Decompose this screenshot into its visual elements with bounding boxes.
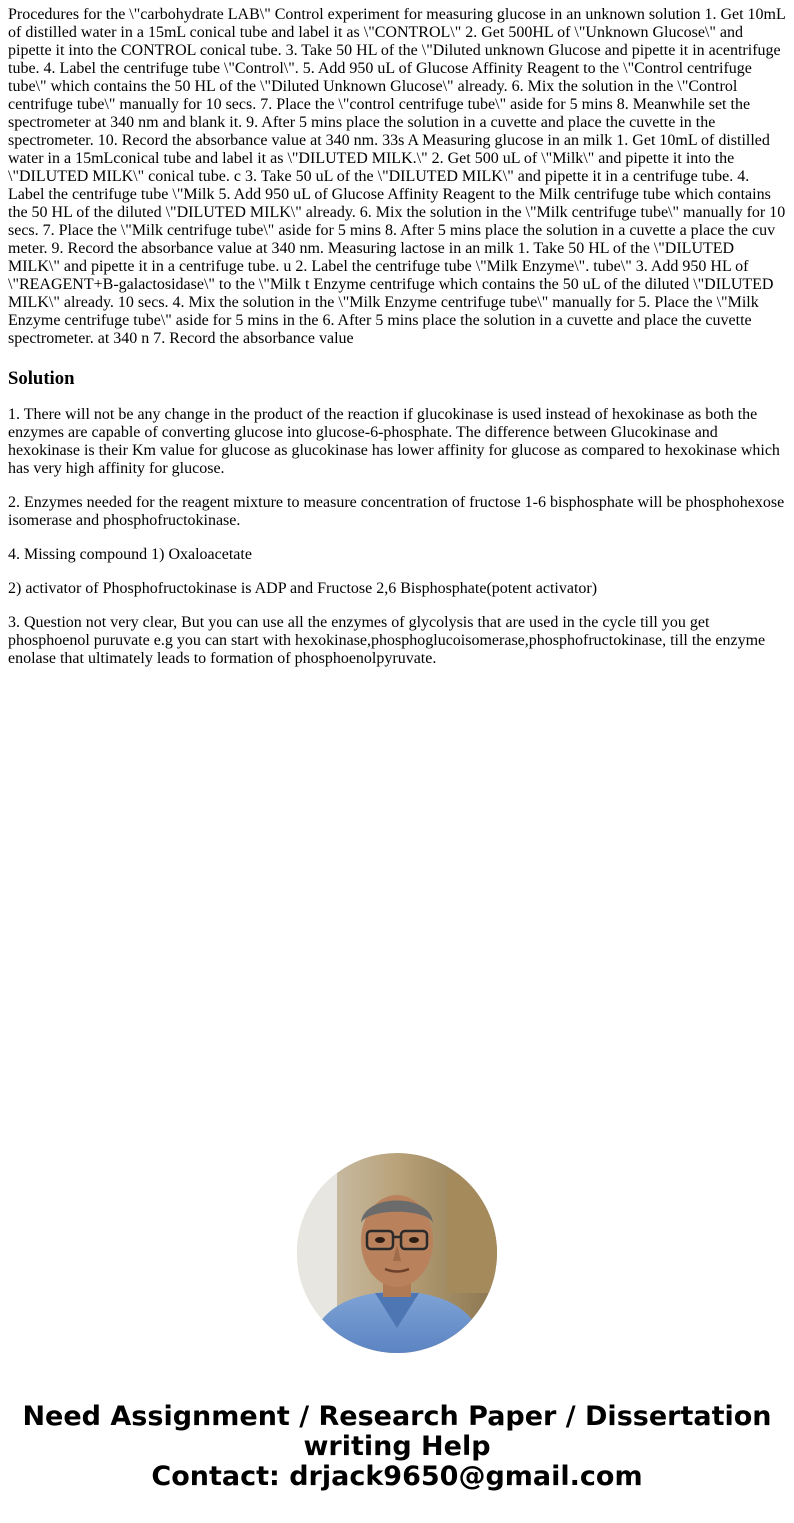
avatar-portrait-icon <box>297 1153 497 1353</box>
footer-line-1: Need Assignment / Research Paper / Dissertation <box>22 1401 772 1432</box>
footer-line-2: writing Help <box>303 1431 491 1462</box>
answer-paragraph-5: 3. Question not very clear, But you can use all the enzymes of glycolysis that are used in the cycle till you get phosphoenol puruvate e.g you can start with hexokinase,phosphoglucoisomerase,phosphofructokinase, till the enzyme enolase that ultimately leads to formation of phosphoenolpyruvate. <box>8 614 766 667</box>
footer-contact-email: Contact: drjack9650@gmail.com <box>151 1461 643 1492</box>
answer-paragraph-4: 2) activator of Phosphofructokinase is ADP and Fructose 2,6 Bisphosphate(potent activator) <box>8 580 598 597</box>
question-text: Procedures for the \"carbohydrate LAB\" Control experiment for measuring glucose in an unknown solution 1. Get 10mL of distilled water in a 15mL conical tube and label it as \"CONTROL\" 2. Get 500HL of \"Unknown Glucose\" and pipette it into the CONTROL conical tube. 3. Take 50 HL of the \"Diluted unknown Glucose and pipette it in acentrifuge tube. 4. Label the centrifuge tube \"Control\". 5. Add 950 uL of Glucose Affinity Reagent to the \"Control centrifuge tube\" which contains the 50 HL of the \"Diluted Unknown Glucose\" already. 6. Mix the solution in the \"Control centrifuge tube\" manually for 10 secs. 7. Place the \"control centrifuge tube\" aside for 5 mins 8. Meanwhile set the spectrometer at 340 nm and blank it. 9. After 5 mins place the solution in a cuvette and place the cuvette in the spectrometer. 10. Record the absorbance value at 340 nm. 33s A Measuring glucose in an milk 1. Get 10mL of distilled water in a 15mLconical tube and label it as \"DILUTED MILK.\" 2. Get 500 uL of \"Milk\" and pipette it into the \"DILUTED MILK\" conical tube. c 3. Take 50 uL of the \"DILUTED MILK\" and pipette it in a centrifuge tube. 4. Label the centrifuge tube \"Milk 5. Add 950 uL of Glucose Affinity Reagent to the Milk centrifuge tube which contains the 50 HL of the diluted \"DILUTED MILK\" already. 6. Mix the solution in the \"Milk centrifuge tube\" manually for 10 secs. 7. Place the \"Milk centrifuge tube\" aside for 5 mins 8. After 5 mins place the solution in a cuvette a place the cuv meter. 9. Record the absorbance value at 340 nm. Measuring lactose in an milk 1. Take 50 HL of the \"DILUTED MILK\" and pipette it in a centrifuge tube. u 2. Label the centrifuge tube \"Milk Enzyme\". tube\" 3. Add 950 HL of \"REAGENT+B-galactosidase\" to the \"Milk t Enzyme centrifuge which contains the 50 uL of the diluted \"DILUTED MILK\" already. 10 secs. 4. Mix the solution in the \"Milk Enzyme centrifuge tube\" manually for 5. Place the \"Milk Enzyme centrifuge tube\" aside for 5 mins in the 6. After 5 mins place the solution in a cuvette and place the cuvette spectrometer. at 340 n 7. Record the absorbance value <box>8 6 786 347</box>
answer-paragraph-2: 2. Enzymes needed for the reagent mixture to measure concentration of fructose 1-6 bisphosphate will be phosphohexose isomerase and phosphofructokinase. <box>8 494 785 529</box>
answer-paragraph-3: 4. Missing compound 1) Oxaloacetate <box>8 546 252 563</box>
footer-banner <box>0 1402 794 1492</box>
solution-heading: Solution <box>8 368 75 389</box>
author-avatar-photo <box>297 1153 497 1353</box>
answer-paragraph-1: 1. There will not be any change in the product of the reaction if glucokinase is used instead of hexokinase as both the enzymes are capable of converting glucose into glucose-6-phosphate. The difference between Glucokinase and hexokinase is their Km value for glucose as glucokinase has lower affinity for glucose as compared to hexokinase which has very high affinity for glucose. <box>8 406 780 477</box>
document-body <box>0 0 794 668</box>
